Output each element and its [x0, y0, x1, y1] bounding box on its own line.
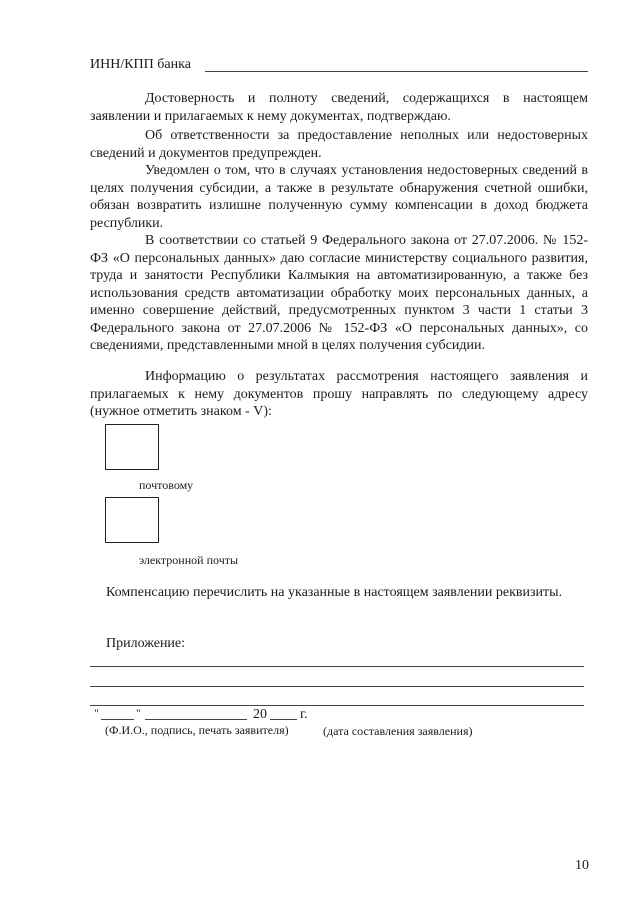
date-year-prefix: 20 — [253, 707, 267, 722]
attachment-label: Приложение: — [106, 636, 186, 651]
paragraph-personal-data-consent: В соответствии со статьей 9 Федерального закона от 27.07.2006. № 152-ФЗ «О персональных данных» даю согласие министерству социального развития, труда и занятости Республики Калмыкия на автоматизированную, а также без использования средств автоматизации обработку моих персональных данных, а именно совершение действий, предусмотренных пунктом 3 части 1 статьи 3 Федерального закона от 27.07.2006 № 152-ФЗ «О персональных данных», со сведениями, представленными мной в целях получения субсидии. — [90, 233, 588, 353]
paragraph-confirmation: Достоверность и полноту сведений, содержащихся в настоящем заявлении и прилагаемых к нему документах, подтверждаю. — [90, 91, 588, 124]
date-quote-open: " — [94, 706, 99, 720]
signer-caption: (Ф.И.О., подпись, печать заявителя) — [105, 723, 289, 737]
paragraph-responsibility: Об ответственности за предоставление неполных или недостоверных сведений и документов предупрежден. — [90, 128, 588, 161]
paragraph-notification: Уведомлен о том, что в случаях установления недостоверных сведений в целях получения субсидии, а также в результате обнаружения счетной ошибки, обязан возвратить излишне полученную сумму компенсации в доход бюджета республики. — [90, 163, 588, 231]
page-number: 10 — [575, 858, 589, 873]
attachment-line-2[interactable] — [90, 686, 584, 687]
option-label-email: электронной почты — [139, 553, 239, 567]
inn-kpp-label: ИНН/КПП банка — [90, 57, 191, 72]
option-label-postal: почтовому — [139, 478, 194, 492]
checkbox-postal[interactable] — [105, 424, 159, 470]
date-caption: (дата составления заявления) — [323, 724, 473, 738]
attachment-line-1[interactable] — [90, 666, 584, 667]
attachment-line-3[interactable] — [90, 705, 584, 706]
date-quote-close: " — [136, 706, 141, 720]
paragraph-compensation: Компенсацию перечислить на указанные в настоящем заявлении реквизиты. — [106, 585, 563, 600]
date-year-line[interactable] — [270, 719, 297, 720]
date-month-line[interactable] — [145, 719, 247, 720]
paragraph-delivery-address: Информацию о результатах рассмотрения настоящего заявления и прилагаемых к нему документов прошу направлять по следующему адресу (нужное отметить знаком - V): — [90, 369, 588, 419]
inn-kpp-field-line[interactable] — [205, 71, 588, 72]
date-year-suffix: г. — [300, 707, 308, 722]
checkbox-email[interactable] — [105, 497, 159, 543]
date-day-line[interactable] — [101, 719, 134, 720]
